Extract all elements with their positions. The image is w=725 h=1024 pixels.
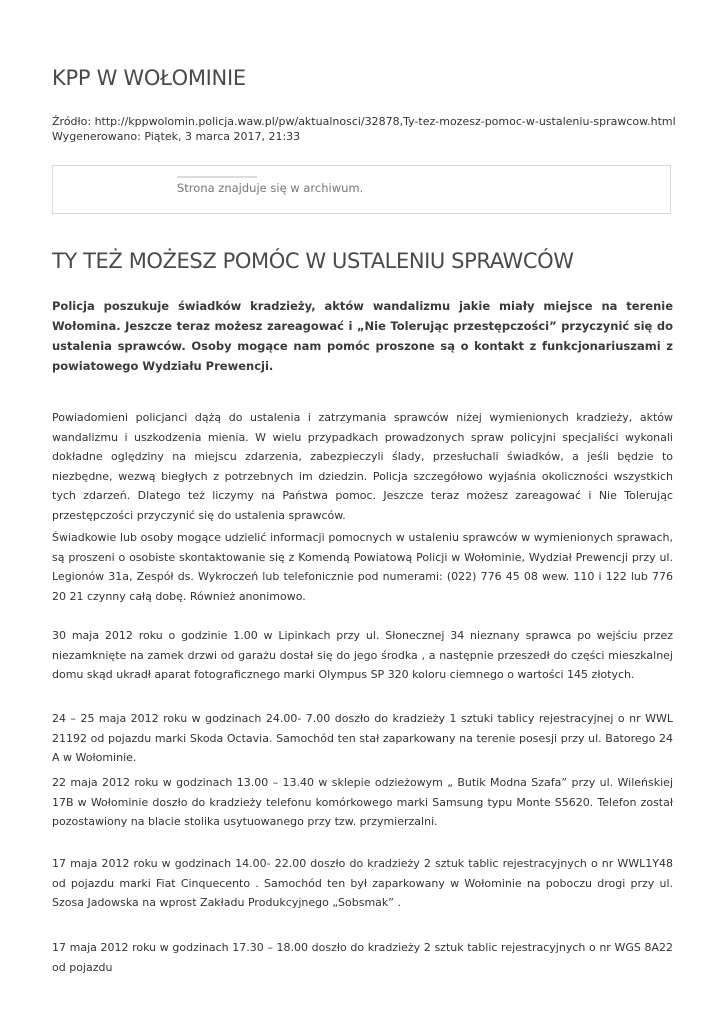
generated-date: Wygenerowano: Piątek, 3 marca 2017, 21:33	[52, 130, 301, 143]
archive-notice-box	[52, 165, 671, 214]
article-paragraph: Powiadomieni policjanci dążą do ustalenia i zatrzymania sprawców niżej wymienionych kradzieży, aktów wandalizmu i uszkodzenia mienia. W wielu przypadkach prowadzonych spraw policyjni specjaliści wykonali dokładne oględziny na miejscu zdarzenia, zabezpieczyli ślady, przesłuchali świadków, a jeśli będzie to niezbędne, wezwą biegłych z potrzebnych im dziedzin. Policja szczegółowo wyjaśnia okoliczności wszystkich tych zdarzeń. Dlatego też liczymy na Państwa pomoc. Jeszcze teraz możesz zareagować i Nie Tolerując przestępczości przyczynić się do ustalenia sprawców.	[52, 411, 673, 522]
article-paragraph: 22 maja 2012 roku w godzinach 13.00 – 13.40 w sklepie odzieżowym „ Butik Modna Szafa” przy ul. Wileńskiej 17B w Wołominie doszło do kradzieży telefonu komórkowego marki Samsung typu Monte S5620. Telefon został pozostawiony na blacie stolika usytuowanego przy tzw. przymierzalni.	[52, 776, 673, 829]
article-paragraph: 17 maja 2012 roku w godzinach 17.30 – 18.00 doszło do kradzieży 2 sztuk tablic rejestracyjnych o nr WGS 8A22 od pojazdu	[52, 941, 673, 974]
document-meta	[52, 114, 676, 144]
archive-divider	[177, 176, 257, 178]
archive-notice: Strona znajduje się w archiwum.	[177, 181, 364, 195]
source-url: Źródło: http://kppwolomin.policja.waw.pl/pw/aktualnosci/32878,Ty-tez-mozesz-pomoc-w-ustaleniu-sprawcow.html	[52, 115, 676, 128]
article-paragraph: 24 – 25 maja 2012 roku w godzinach 24.00- 7.00 doszło do kradzieży 1 sztuki tablicy rejestracyjnej o nr WWL 21192 od pojazdu marki Skoda Octavia. Samochód ten stał zaparkowany na terenie posesji przy ul. Batorego 24 A w Wołominie.	[52, 712, 673, 765]
site-title: KPP W WOŁOMINIE	[52, 66, 246, 90]
article-paragraph: 30 maja 2012 roku o godzinie 1.00 w Lipinkach przy ul. Słonecznej 34 nieznany sprawca po wejściu przez niezamknięte na zamek drzwi od garażu dostał się do jego środka , a następnie przeszedł do części mieszkalnej domu skąd ukradł aparat fotograficznego marki Olympus SP 320 koloru ciemnego o wartości 145 złotych.	[52, 629, 673, 682]
article-paragraph: Świadkowie lub osoby mogące udzielić informacji pomocnych w ustaleniu sprawców w wymienionych sprawach, są proszeni o osobiste skontaktowanie się z Komendą Powiatową Policji w Wołominie, Wydział Prewencji przy ul. Legionów 31a, Zespół ds. Wykroczeń lub telefonicznie pod numerami: (022) 776 45 08 wew. 110 i 122 lub 776 20 21 czynny całą dobę. Również anonimowo.	[52, 531, 673, 603]
article-lead: Policja poszukuje świadków kradzieży, aktów wandalizmu jakie miały miejsce na terenie Wołomina. Jeszcze teraz możesz zareagować i „Nie Tolerując przestępczości” przyczynić się do ustalenia sprawców. Osoby mogące nam pomóc proszone są o kontakt z funkcjonariuszami z powiatowego Wydziału Prewencji.	[52, 299, 673, 373]
article-title: TY TEŻ MOŻESZ POMÓC W USTALENIU SPRAWCÓW	[52, 249, 574, 273]
article-paragraph: 17 maja 2012 roku w godzinach 14.00- 22.00 doszło do kradzieży 2 sztuk tablic rejestracyjnych o nr WWL1Y48 od pojazdu marki Fiat Cinquecento . Samochód ten był zaparkowany w Wołominie na poboczu drogi przy ul. Szosa Jadowska na wprost Zakładu Produkcyjnego „Sobsmak” .	[52, 857, 673, 910]
